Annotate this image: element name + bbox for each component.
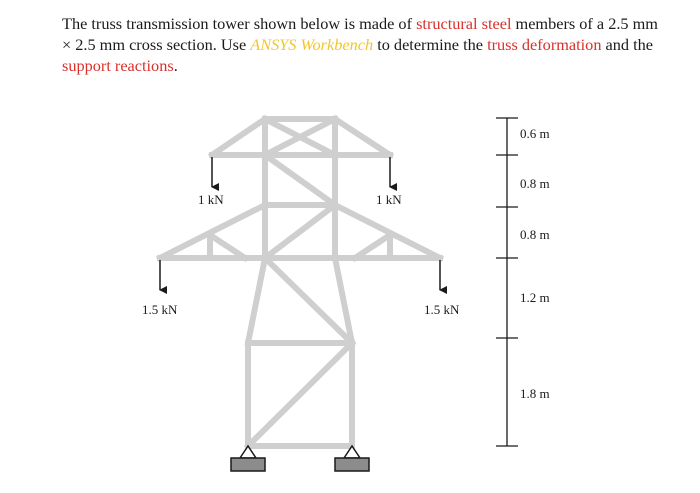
problem-text-3: to determine the [373, 35, 488, 54]
dimension-label-2: 0.8 m [520, 176, 550, 191]
load-label-upper-left: 1 kN [198, 192, 224, 207]
keyword-support-reactions: support reactions [62, 56, 174, 75]
right-pin-support [335, 446, 369, 471]
dimension-label-1: 0.6 m [520, 126, 550, 141]
dimension-label-3: 0.8 m [520, 227, 550, 242]
problem-text-5: . [173, 56, 178, 75]
problem-text-1: The truss transmission tower shown below is made of [62, 14, 417, 33]
left-pin-support [231, 446, 265, 471]
dimension-label-5: 1.8 m [520, 386, 550, 401]
problem-text-4: and the [601, 35, 654, 54]
dimension-line [496, 118, 518, 446]
dimension-label-4: 1.2 m [520, 290, 550, 305]
keyword-truss-deformation: truss deformation [487, 35, 602, 54]
load-label-upper-right: 1 kN [376, 192, 402, 207]
keyword-structural-steel: structural steel [416, 14, 512, 33]
load-label-lower-left: 1.5 kN [142, 302, 178, 317]
problem-text-2: members of a 2.5 mm × 2.5 mm cross section. Use [62, 14, 658, 54]
keyword-ansys-workbench: ANSYS Workbench [250, 35, 374, 54]
load-label-lower-right: 1.5 kN [424, 302, 460, 317]
truss-members [160, 119, 440, 446]
